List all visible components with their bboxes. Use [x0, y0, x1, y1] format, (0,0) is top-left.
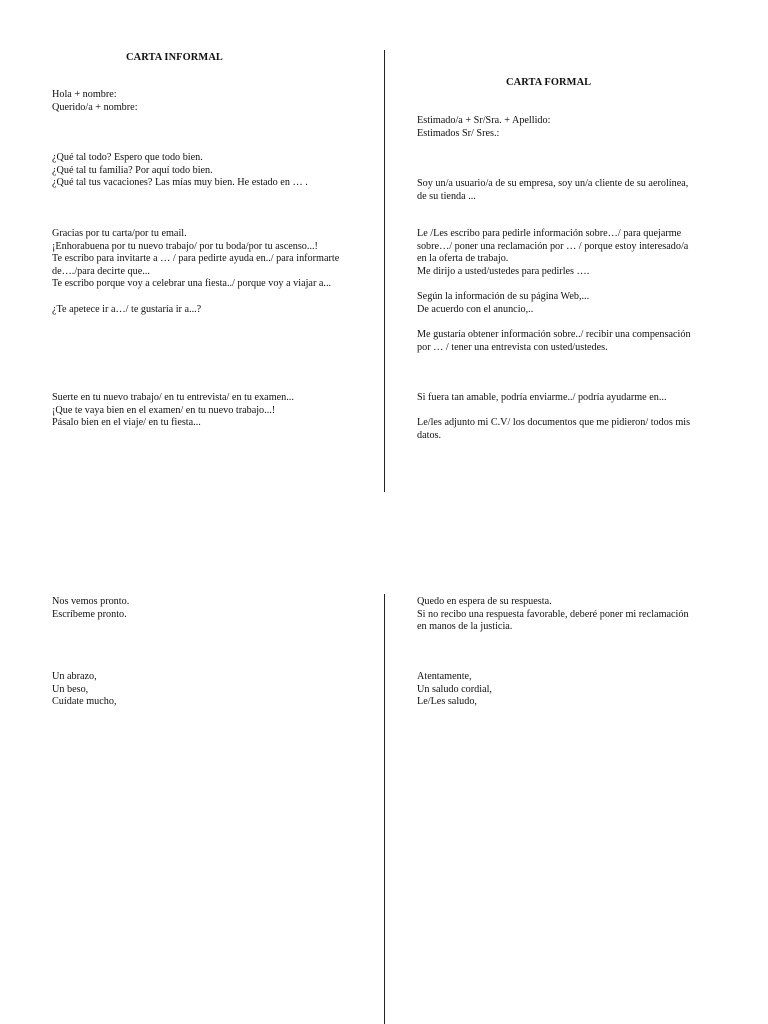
formal-attachments	[417, 417, 727, 442]
informal-wellbeing-line: ¿Qué tal tus vacaciones? Las mías muy bien. He estado en … .	[52, 177, 308, 189]
formal-courtesy-line: Si fuera tan amable, podría enviarme../ podría ayudarme en...	[417, 392, 667, 403]
informal-farewell-line: Un beso,	[52, 683, 89, 695]
informal-invite-line: ¿Te apetece ir a…/ te gustaría ir a...?	[52, 304, 202, 315]
informal-body-line: Te escribo para invitarte a … / para pedirte ayuda en../ para informarte	[52, 253, 340, 265]
informal-farewell	[52, 671, 374, 709]
informal-closing-line: Nos vemos pronto.	[52, 596, 130, 607]
informal-wishes	[52, 392, 374, 430]
informal-closing	[52, 596, 374, 621]
informal-wellbeing-line: ¿Qué tal tu familia? Por aquí todo bien.	[52, 164, 213, 176]
formal-reference	[417, 291, 727, 316]
formal-farewell-line: Atentamente,	[417, 671, 472, 682]
informal-wishes-line: Pásalo bien en el viaje/ en tu fiesta...	[52, 417, 201, 429]
formal-greeting-line: Estimados Sr/ Sres.:	[417, 127, 500, 139]
formal-closing	[417, 596, 727, 634]
formal-attachments-line: datos.	[417, 429, 442, 441]
formal-reference-line: Según la información de su página Web,...	[417, 291, 590, 302]
formal-attachments-line: Le/les adjunto mi C.V/ los documentos que me pidieron/ todos mis	[417, 417, 691, 428]
formal-purpose-line: Le /Les escribo para pedirle información sobre…/ para quejarme	[417, 228, 682, 239]
informal-body	[52, 228, 374, 291]
informal-body-line: de…./para decirte que...	[52, 265, 150, 277]
informal-greeting	[52, 89, 374, 114]
informal-closing-line: Escríbeme pronto.	[52, 608, 127, 620]
column-divider-bottom	[384, 594, 385, 1024]
formal-reference-line: De acuerdo con el anuncio,..	[417, 303, 534, 315]
formal-request-line: por … / tener una entrevista con usted/ustedes.	[417, 341, 608, 353]
informal-body-line: Gracias por tu carta/por tu email.	[52, 228, 187, 239]
formal-farewell-line: Un saludo cordial,	[417, 683, 492, 695]
formal-intro	[417, 178, 727, 203]
formal-intro-line: Soy un/a usuario/a de su empresa, soy un/a cliente de su aerolínea,	[417, 178, 689, 189]
informal-invite	[52, 304, 374, 317]
informal-title: CARTA INFORMAL	[126, 52, 223, 63]
formal-farewell-line: Le/Les saludo,	[417, 696, 477, 708]
formal-title: CARTA FORMAL	[506, 77, 592, 88]
formal-purpose-line: sobre…/ poner una reclamación por … / porque estoy interesado/a	[417, 240, 689, 252]
informal-greeting-line: Querido/a + nombre:	[52, 101, 138, 113]
informal-wishes-line: ¡Que te vaya bien en el examen/ en tu nuevo trabajo...!	[52, 404, 276, 416]
formal-closing-line: en manos de la justicia.	[417, 621, 513, 633]
formal-intro-line: de su tienda ...	[417, 190, 476, 202]
formal-purpose-line: Me dirijo a usted/ustedes para pedirles ….	[417, 265, 590, 277]
formal-greeting-line: Estimado/a + Sr/Sra. + Apellido:	[417, 115, 551, 126]
informal-farewell-line: Un abrazo,	[52, 671, 97, 682]
formal-courtesy	[417, 392, 727, 405]
informal-wellbeing	[52, 152, 374, 190]
informal-wellbeing-line: ¿Qué tal todo? Espero que todo bien.	[52, 152, 203, 163]
formal-closing-line: Quedo en espera de su respuesta.	[417, 596, 552, 607]
informal-body-line: Te escribo porque voy a celebrar una fiesta../ porque voy a viajar a...	[52, 278, 332, 290]
formal-closing-line: Si no recibo una respuesta favorable, deberé poner mi reclamación	[417, 608, 689, 620]
informal-body-line: ¡Enhorabuena por tu nuevo trabajo/ por tu boda/por tu ascenso...!	[52, 240, 318, 252]
formal-purpose	[417, 228, 727, 278]
formal-farewell	[417, 671, 727, 709]
informal-wishes-line: Suerte en tu nuevo trabajo/ en tu entrevista/ en tu examen...	[52, 392, 294, 403]
formal-request	[417, 329, 727, 354]
formal-purpose-line: en la oferta de trabajo.	[417, 253, 509, 265]
informal-greeting-line: Hola + nombre:	[52, 89, 117, 100]
informal-farewell-line: Cuídate mucho,	[52, 696, 117, 708]
formal-greeting	[417, 115, 727, 140]
column-divider-top	[384, 50, 385, 492]
formal-request-line: Me gustaría obtener información sobre../ recibir una compensación	[417, 329, 691, 340]
